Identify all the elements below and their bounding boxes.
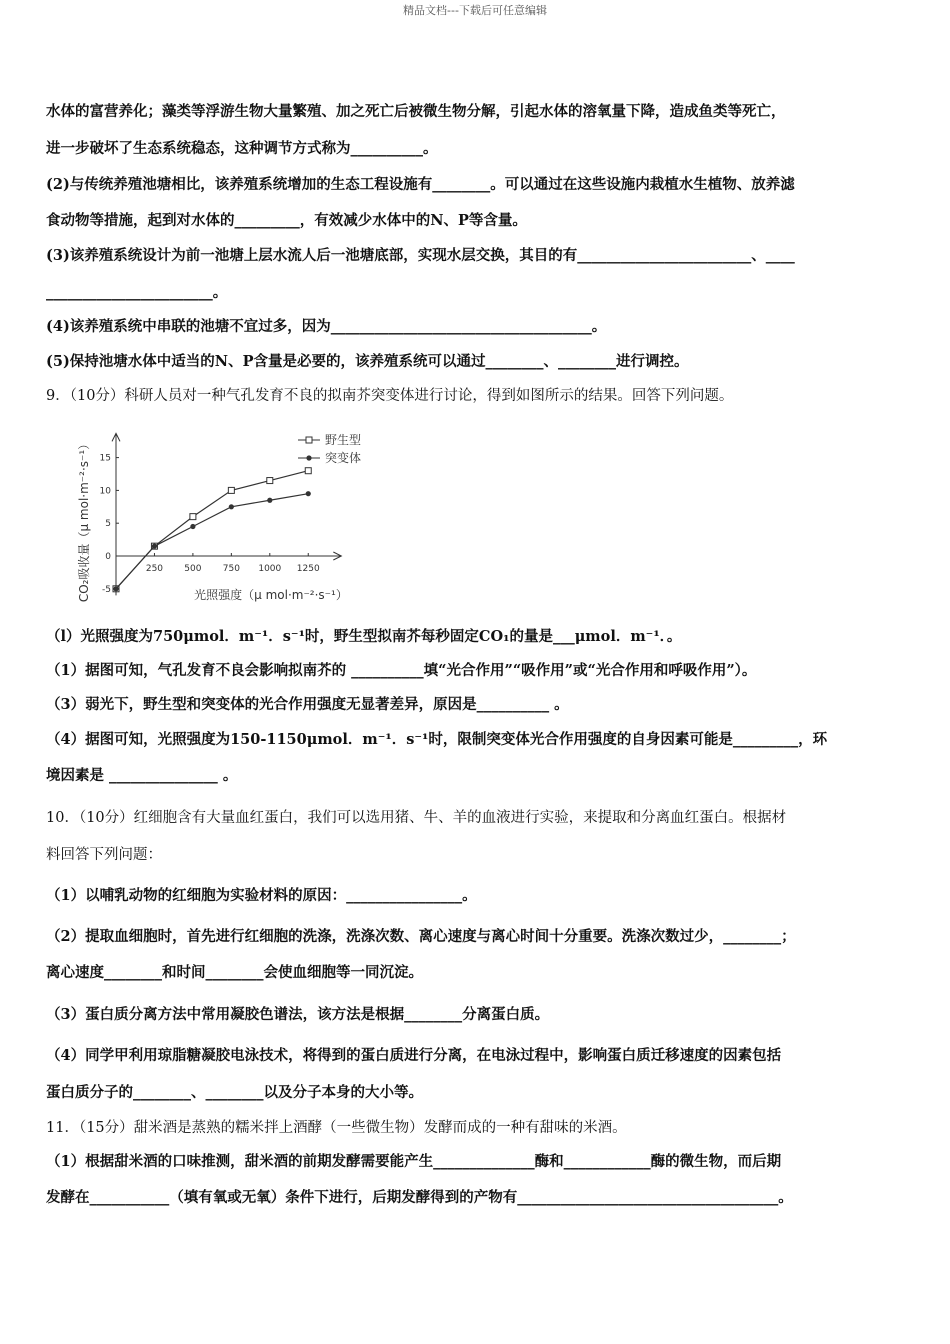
text-line: 水体的富营养化；藻类等浮游生物大量繁殖、加之死亡后被微生物分解，引起水体的溶氧量下降，造成鱼类等死亡， — [46, 103, 786, 120]
text-line: 蛋白质分子的________、________以及分子本身的大小等。 — [46, 1084, 423, 1101]
data-point-mutant — [306, 491, 311, 496]
legend-marker — [306, 437, 312, 443]
question-9-title: 9．（10分）科研人员对一种气孔发育不良的拟南芥突变体进行讨论，得到如图所示的结果。回答下列问题。 — [46, 388, 734, 404]
question-11-title: 11．（15分）甜米酒是蒸熟的糯米拌上酒酵（一些微生物）发酵而成的一种有甜味的米酒。 — [46, 1120, 627, 1136]
text-line: (2)与传统养殖池塘相比，该养殖系统增加的生态工程设施有________。可以通过在这些设施内栽植水生植物、放养滤 — [46, 176, 795, 193]
text-line: （l）光照强度为750μmol．m⁻¹．s⁻¹时，野生型拟南芥每秒固定CO₁的量是___μmol．m⁻¹．。 — [46, 628, 682, 645]
chart-series — [113, 468, 311, 592]
data-point-wild-type — [190, 514, 196, 520]
x-tick-label: 750 — [222, 564, 240, 574]
text-line: （4）同学甲利用琼脂糖凝胶电泳技术，将得到的蛋白质进行分离，在电泳过程中，影响蛋白质迁移速度的因素包括 — [46, 1047, 782, 1064]
text-line: 发酵在___________（填有氧或无氧）条件下进行，后期发酵得到的产物有____________________________________。 — [46, 1189, 793, 1206]
x-tick-label: 250 — [145, 564, 164, 574]
legend-label: 野生型 — [325, 433, 362, 447]
text-line: (3)该养殖系统设计为前一池塘上层水流人后一池塘底部，实现水层交换，其目的有________________________、____ — [46, 247, 795, 264]
y-tick-label: 5 — [105, 519, 111, 530]
co2-uptake-chart — [66, 418, 396, 614]
text-line: （1）根据甜米酒的口味推测，甜米酒的前期发酵需要能产生______________酶和____________酶的微生物，而后期 — [46, 1153, 782, 1170]
text-line: （2）提取血细胞时，首先进行红细胞的洗涤，洗涤次数、离心速度与离心时间十分重要。洗涤次数过少，________； — [46, 928, 796, 945]
page-header: 精品文档---下载后可任意编辑 — [403, 4, 547, 17]
y-tick-label: 10 — [99, 486, 111, 497]
text-line: （3）蛋白质分离方法中常用凝胶色谱法，该方法是根据________分离蛋白质。 — [46, 1006, 550, 1023]
data-point-wild-type — [305, 468, 311, 474]
data-point-mutant — [190, 524, 195, 529]
x-tick-label: 1000 — [258, 564, 282, 574]
text-line: (4)该养殖系统中串联的池塘不宜过多，因为____________________________________。 — [46, 318, 607, 335]
text-line: （4）据图可知，光照强度为150-1150μmol．m⁻¹．s⁻¹时，限制突变体光合作用强度的自身因素可能是_________，环 — [46, 731, 828, 748]
text-line: 食动物等措施，起到对水体的_________，有效减少水体中的N、P等含量。 — [46, 212, 527, 229]
text-line: 进一步破坏了生态系统稳态，这种调节方式称为__________。 — [46, 140, 438, 157]
legend-marker — [306, 455, 311, 460]
y-tick-label: 15 — [99, 453, 111, 464]
y-tick-label: -5 — [102, 584, 111, 595]
x-tick-label: 1250 — [296, 564, 320, 574]
legend-label: 突变体 — [325, 451, 362, 465]
text-line: （1）据图可知，气孔发育不良会影响拟南芥的 __________填“光合作用”“吸作用”或“光合作用和呼吸作用”）。 — [46, 662, 757, 679]
chart-ylabel: CO₂吸收量（μ mol·m⁻²·s⁻¹） — [77, 437, 91, 603]
text-line: (5)保持池塘水体中适当的N、P含量是必要的，该养殖系统可以通过________、________进行调控。 — [46, 353, 689, 370]
data-point-wild-type — [228, 487, 234, 493]
text-line: 境因素是 _______________ 。 — [46, 767, 238, 784]
chart-xlabel: 光照强度（μ mol·m⁻²·s⁻¹） — [194, 588, 348, 602]
text-line: _______________________。 — [46, 284, 228, 301]
chart-ticks — [100, 454, 320, 595]
data-point-wild-type — [267, 478, 273, 484]
data-point-mutant — [152, 544, 157, 549]
text-line: 料回答下列问题： — [46, 847, 162, 863]
data-point-mutant — [229, 504, 234, 509]
y-tick-label: 0 — [105, 552, 111, 562]
x-tick-label: 500 — [184, 564, 202, 574]
text-line: （1）以哺乳动物的红细胞为实验材料的原因：________________。 — [46, 887, 477, 904]
data-point-mutant — [267, 498, 272, 503]
data-point-mutant — [113, 586, 118, 591]
series-line-mutant — [116, 494, 308, 589]
text-line: （3）弱光下，野生型和突变体的光合作用强度无显著差异，原因是__________ 。 — [46, 696, 569, 713]
chart-legend — [298, 432, 361, 465]
question-10-title: 10．（10分）红细胞含有大量血红蛋白，我们可以选用猪、牛、羊的血液进行实验，来提取和分离血红蛋白。根据材 — [46, 810, 787, 826]
text-line: 离心速度________和时间________会使血细胞等一同沉淀。 — [46, 964, 423, 981]
